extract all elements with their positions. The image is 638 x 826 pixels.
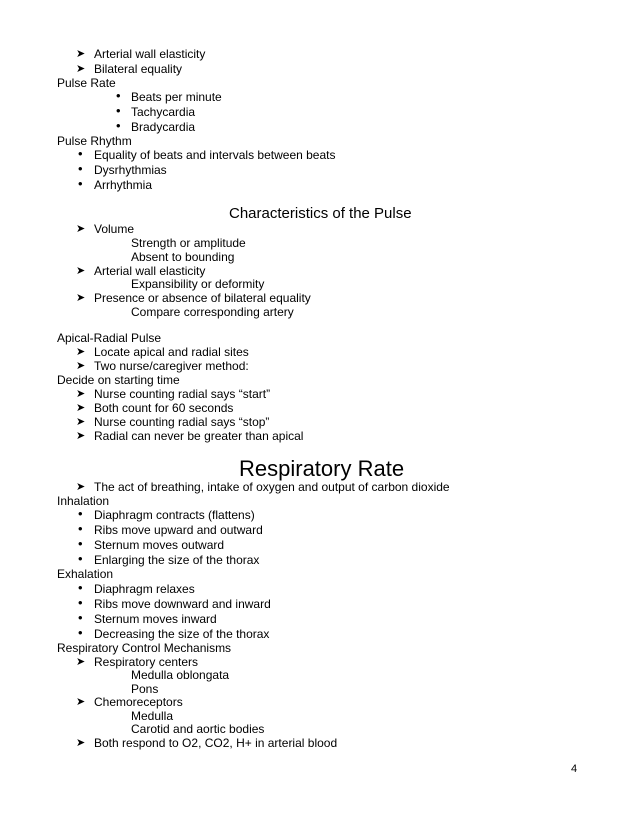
sub-item: Expansibility or deformity xyxy=(131,277,265,291)
section-heading-apical-radial: Apical-Radial Pulse xyxy=(57,331,162,345)
section-heading-inhalation: Inhalation xyxy=(57,494,110,508)
arrow-bullet-icon: ➤ xyxy=(76,696,86,708)
list-item: Respiratory centers xyxy=(94,655,199,669)
list-item: Diaphragm relaxes xyxy=(94,582,195,596)
list-item: Decreasing the size of the thorax xyxy=(94,627,270,641)
list-item: Nurse counting radial says “stop” xyxy=(94,415,270,429)
arrow-bullet-icon: ➤ xyxy=(76,388,86,400)
list-item: Tachycardia xyxy=(131,105,196,119)
section-heading-pulse-rhythm: Pulse Rhythm xyxy=(57,134,132,148)
page-number: 4 xyxy=(571,763,578,775)
list-item: Ribs move downward and inward xyxy=(94,597,271,611)
arrow-bullet-icon: ➤ xyxy=(76,416,86,428)
list-item: Bilateral equality xyxy=(94,62,183,76)
bullet-icon: • xyxy=(78,161,83,176)
arrow-bullet-icon: ➤ xyxy=(76,402,86,414)
bullet-icon: • xyxy=(78,625,83,640)
list-item: Beats per minute xyxy=(131,90,222,104)
list-item: Enlarging the size of the thorax xyxy=(94,553,260,567)
bullet-icon: • xyxy=(78,536,83,551)
arrow-bullet-icon: ➤ xyxy=(76,481,86,493)
bullet-icon: • xyxy=(78,521,83,536)
list-item: Presence or absence of bilateral equality xyxy=(94,291,311,305)
bullet-icon: • xyxy=(78,610,83,625)
list-item: Chemoreceptors xyxy=(94,695,183,709)
section-heading-pulse-rate: Pulse Rate xyxy=(57,76,116,90)
sub-item: Medulla oblongata xyxy=(131,668,230,682)
section-heading-exhalation: Exhalation xyxy=(57,567,114,581)
arrow-bullet-icon: ➤ xyxy=(76,737,86,749)
list-item: Arterial wall elasticity xyxy=(94,47,206,61)
list-item: Ribs move upward and outward xyxy=(94,523,263,537)
bullet-icon: • xyxy=(116,103,121,118)
list-item: Dysrhythmias xyxy=(94,163,167,177)
arrow-bullet-icon: ➤ xyxy=(76,430,86,442)
list-item: Volume xyxy=(94,222,135,236)
section-heading-control: Respiratory Control Mechanisms xyxy=(57,641,232,655)
bullet-icon: • xyxy=(78,506,83,521)
sub-item: Medulla xyxy=(131,709,174,723)
list-item: Radial can never be greater than apical xyxy=(94,429,304,443)
bullet-icon: • xyxy=(78,580,83,595)
bullet-icon: • xyxy=(78,176,83,191)
list-item: Bradycardia xyxy=(131,120,196,134)
bullet-icon: • xyxy=(78,146,83,161)
arrow-bullet-icon: ➤ xyxy=(76,360,86,372)
sub-item: Absent to bounding xyxy=(131,250,235,264)
list-item: Both respond to O2, CO2, H+ in arterial blood xyxy=(94,736,338,750)
section-heading-decide: Decide on starting time xyxy=(57,373,180,387)
arrow-bullet-icon: ➤ xyxy=(76,656,86,668)
section-title-respiratory-rate: Respiratory Rate xyxy=(239,456,405,481)
list-item: Arrhythmia xyxy=(94,178,153,192)
bullet-icon: • xyxy=(116,118,121,133)
section-title-characteristics: Characteristics of the Pulse xyxy=(229,205,412,222)
bullet-icon: • xyxy=(78,551,83,566)
list-item: Two nurse/caregiver method: xyxy=(94,359,249,373)
arrow-bullet-icon: ➤ xyxy=(76,63,86,75)
bullet-icon: • xyxy=(116,88,121,103)
sub-item: Carotid and aortic bodies xyxy=(131,722,265,736)
arrow-bullet-icon: ➤ xyxy=(76,265,86,277)
list-item: Equality of beats and intervals between beats xyxy=(94,148,336,162)
arrow-bullet-icon: ➤ xyxy=(76,346,86,358)
list-item: Diaphragm contracts (flattens) xyxy=(94,508,255,522)
sub-item: Compare corresponding artery xyxy=(131,305,294,319)
sub-item: Strength or amplitude xyxy=(131,236,246,250)
list-item: Arterial wall elasticity xyxy=(94,264,206,278)
list-item: Sternum moves inward xyxy=(94,612,217,626)
list-item: Nurse counting radial says “start” xyxy=(94,387,271,401)
list-item: Both count for 60 seconds xyxy=(94,401,234,415)
list-item: Locate apical and radial sites xyxy=(94,345,249,359)
list-item: Sternum moves outward xyxy=(94,538,225,552)
arrow-bullet-icon: ➤ xyxy=(76,223,86,235)
sub-item: Pons xyxy=(131,682,159,696)
list-item: The act of breathing, intake of oxygen and output of carbon dioxide xyxy=(94,480,450,494)
arrow-bullet-icon: ➤ xyxy=(76,292,86,304)
arrow-bullet-icon: ➤ xyxy=(76,48,86,60)
bullet-icon: • xyxy=(78,595,83,610)
